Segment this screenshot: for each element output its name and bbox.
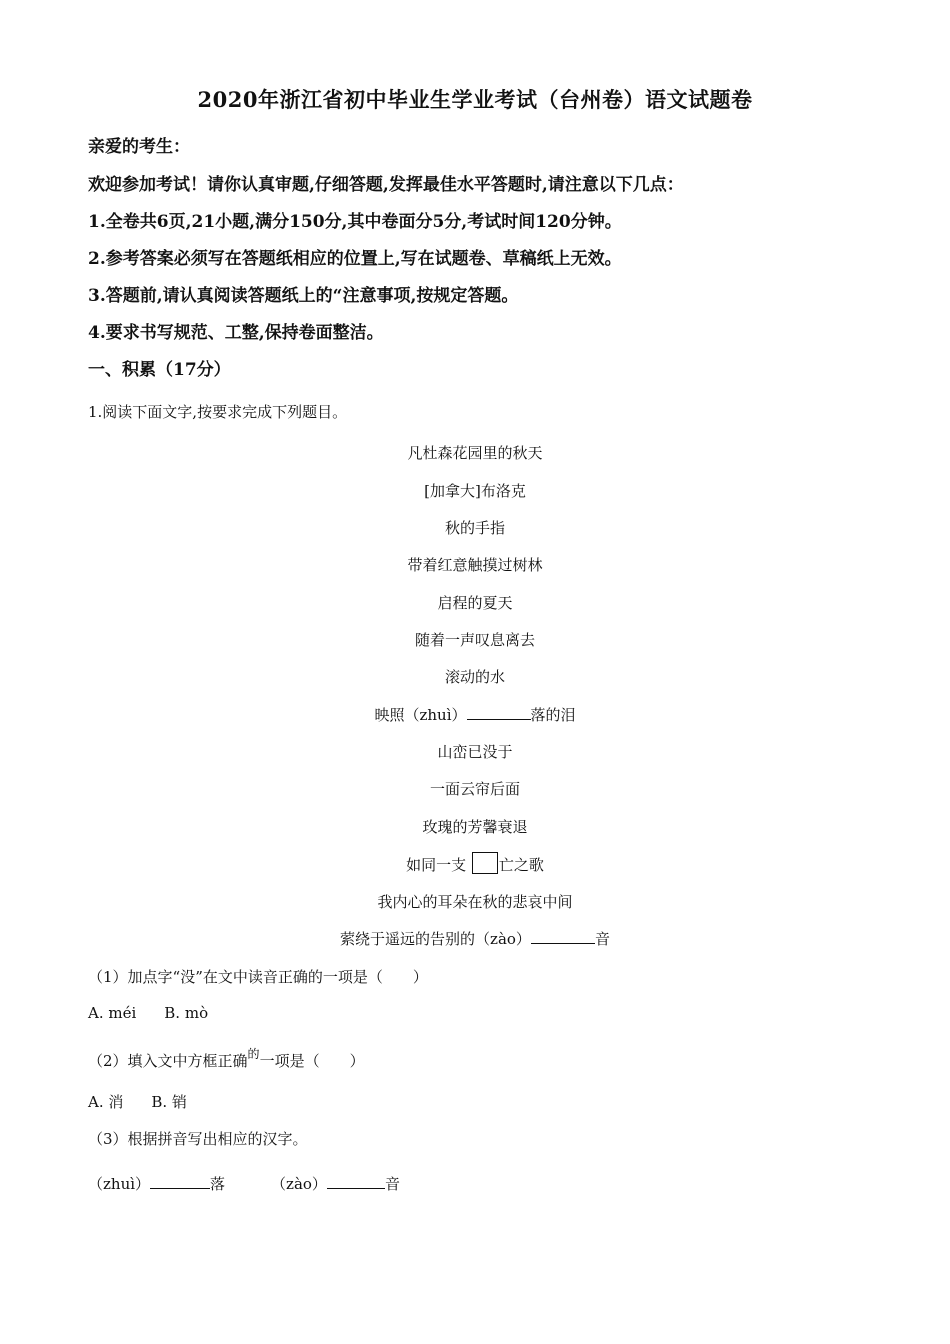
greeting: 亲爱的考生：	[88, 137, 190, 157]
option-b[interactable]: B. 销	[151, 1093, 187, 1111]
poem-line-zao-pre: 萦绕于遥远的告别的（zào）	[340, 930, 531, 948]
answer-b-pre: （zào）	[271, 1175, 327, 1193]
note-4: 4.要求书写规范、工整,保持卷面整洁。	[88, 323, 384, 343]
poem-author: [加拿大]布洛克	[424, 482, 526, 500]
poem-line: 玫瑰的芳馨衰退	[422, 818, 528, 836]
poem-title: 凡杜森花园里的秋天	[407, 444, 543, 462]
sub-question-1-stem: （1）加点字“没”在文中读音正确的一项是（ ）	[88, 968, 428, 986]
sub-question-1-options	[88, 1004, 208, 1022]
section-heading: 一、积累（17分）	[88, 360, 231, 380]
sub-question-2-options	[88, 1091, 187, 1112]
answer-blank[interactable]	[150, 1174, 210, 1189]
poem-line: 随着一声叹息离去	[414, 631, 535, 649]
poem-line-zhui-pre: 映照（zhuì）	[374, 706, 467, 724]
poem-line-zao-post: 音	[594, 930, 610, 948]
sub-question-3-answers	[88, 1173, 400, 1194]
answer-a-pre: （zhuì）	[88, 1175, 151, 1193]
note-1: 1.全卷共6页,21小题,满分150分,其中卷面分5分,考试时间120分钟。	[88, 212, 622, 232]
poem-line: 启程的夏天	[437, 594, 513, 612]
answer-blank[interactable]	[531, 929, 595, 944]
option-a[interactable]: A. méi	[88, 1004, 137, 1022]
page-title: 2020年浙江省初中毕业生学业考试（台州卷）语文试题卷	[197, 87, 753, 112]
sub-question-2-stem-pre: （2）填入文中方框正确	[88, 1052, 248, 1070]
intro-text: 欢迎参加考试！请你认真审题,仔细答题,发挥最佳水平答题时,请注意以下几点：	[88, 175, 684, 195]
poem-line: 我内心的耳朵在秋的悲哀中间	[377, 893, 573, 911]
sub-question-3-stem: （3）根据拼音写出相应的汉字。	[88, 1130, 308, 1148]
sub-question-2-stem-sup: 的	[247, 1047, 260, 1061]
option-b[interactable]: B. mò	[164, 1004, 209, 1022]
poem-line-box-pre: 如同一支	[406, 856, 467, 874]
question-1-stem: 1.阅读下面文字,按要求完成下列题目。	[88, 403, 348, 421]
poem-line: 山峦已没于	[437, 743, 513, 761]
poem-line-box	[0, 852, 950, 875]
poem-line: 秋的手指	[444, 519, 505, 537]
poem-line: 一面云帘后面	[429, 780, 520, 798]
poem-line-box-post: 亡之歌	[498, 856, 544, 874]
poem-line-zao	[0, 928, 950, 949]
answer-blank[interactable]	[327, 1174, 385, 1189]
answer-a-post: 落	[210, 1175, 226, 1193]
note-2: 2.参考答案必须写在答题纸相应的位置上,写在试题卷、草稿纸上无效。	[88, 249, 622, 269]
note-3: 3.答题前,请认真阅读答题纸上的“注意事项,按规定答题。	[88, 286, 519, 306]
poem-line-zhui	[0, 704, 950, 725]
sub-question-2-stem-post: 一项是（ ）	[259, 1052, 365, 1070]
poem-line: 滚动的水	[444, 668, 505, 686]
sub-question-2-stem	[88, 1047, 365, 1071]
poem-line: 带着红意触摸过树林	[407, 556, 543, 574]
answer-blank[interactable]	[467, 705, 531, 720]
poem-line-zhui-post: 落的泪	[530, 706, 576, 724]
answer-box[interactable]	[472, 852, 498, 874]
option-a[interactable]: A. 消	[88, 1093, 124, 1111]
answer-b-post: 音	[384, 1175, 400, 1193]
